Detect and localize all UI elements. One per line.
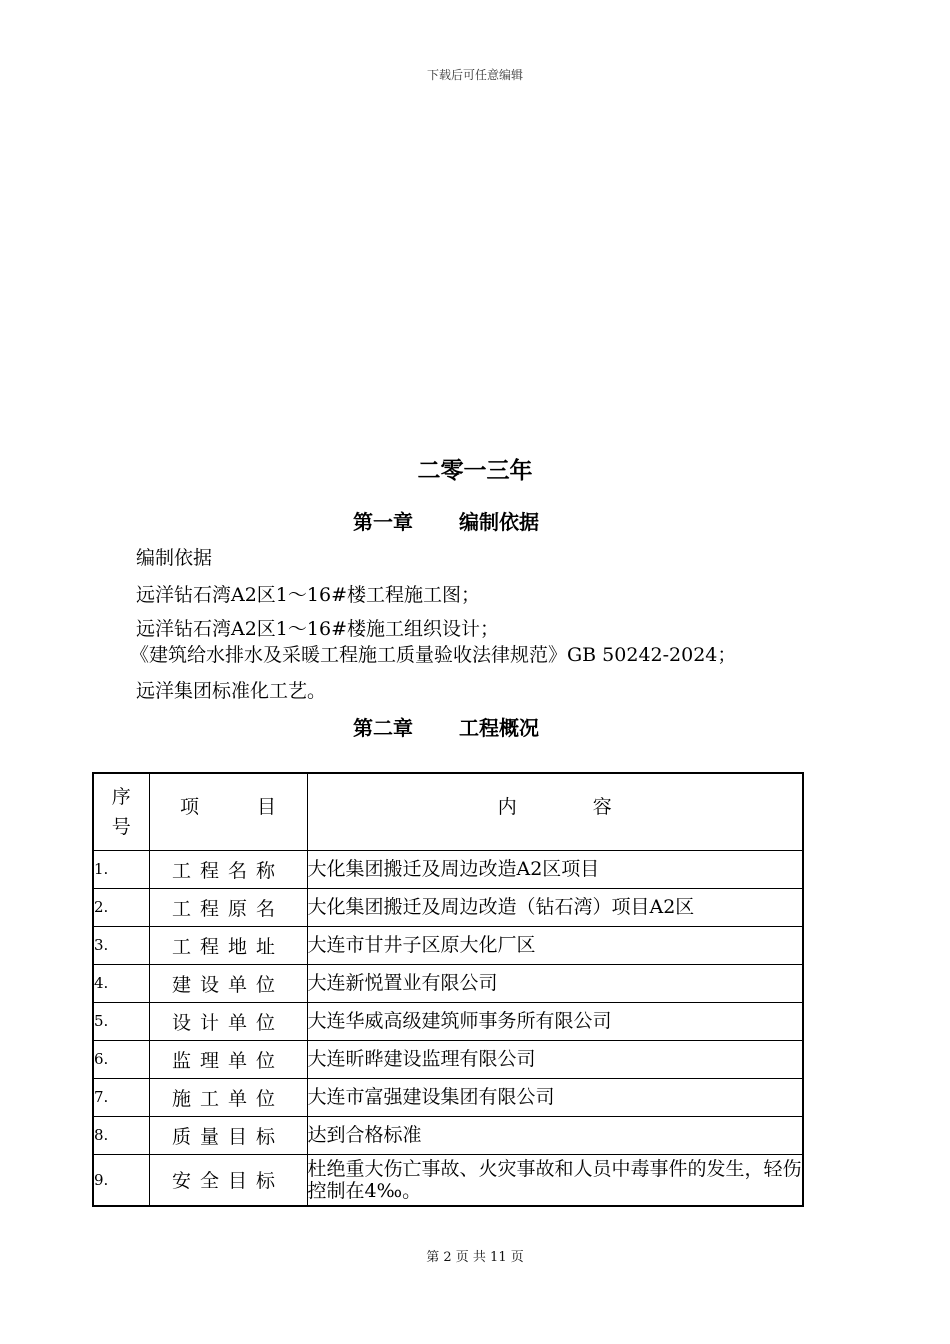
table-row (93, 850, 803, 888)
page-header-note: 下载后可任意编辑 (426, 68, 523, 82)
row-item: 监理单位 (149, 1040, 307, 1078)
row-number: 1. (93, 850, 149, 888)
basis-line: 远洋钻石湾A2区1～16#楼施工组织设计； (136, 618, 499, 640)
chapter-1-number: 第一章 (353, 510, 413, 534)
row-item: 建设单位 (149, 964, 307, 1002)
row-number: 6. (93, 1040, 149, 1078)
table-row (93, 888, 803, 926)
basis-line: 远洋集团标准化工艺。 (136, 680, 327, 702)
basis-line: 远洋钻石湾A2区1～16#楼工程施工图； (136, 584, 480, 606)
row-item: 施工单位 (149, 1078, 307, 1116)
basis-line: 编制依据 (136, 547, 213, 569)
row-number: 9. (93, 1154, 149, 1206)
chapter-1-heading (0, 506, 892, 535)
row-content: 大连市富强建设集团有限公司 (307, 1078, 803, 1116)
chapter-2-heading (0, 712, 892, 741)
row-item: 质量目标 (149, 1116, 307, 1154)
row-number: 2. (93, 888, 149, 926)
row-number: 5. (93, 1002, 149, 1040)
basis-line: 《建筑给水排水及采暖工程施工质量验收法律规范》GB 50242-2024； (130, 644, 737, 666)
table-row (93, 1078, 803, 1116)
row-content: 大连昕晔建设监理有限公司 (307, 1040, 803, 1078)
table-row (93, 1040, 803, 1078)
chapter-2-number: 第二章 (353, 716, 413, 740)
chapter-1-title: 编制依据 (459, 510, 539, 534)
header-content: 内 容 (307, 773, 803, 850)
table-row (93, 1116, 803, 1154)
table-row (93, 1154, 803, 1206)
row-content: 大化集团搬迁及周边改造（钻石湾）项目A2区 (307, 888, 803, 926)
row-content: 达到合格标准 (307, 1116, 803, 1154)
row-item: 安全目标 (149, 1154, 307, 1206)
table-header-row (93, 773, 803, 850)
row-content: 大连新悦置业有限公司 (307, 964, 803, 1002)
row-content: 大化集团搬迁及周边改造A2区项目 (307, 850, 803, 888)
row-item: 工程地址 (149, 926, 307, 964)
row-number: 7. (93, 1078, 149, 1116)
row-number: 4. (93, 964, 149, 1002)
table-row (93, 964, 803, 1002)
row-content: 大连华威高级建筑师事务所有限公司 (307, 1002, 803, 1040)
row-number: 8. (93, 1116, 149, 1154)
row-content: 杜绝重大伤亡事故、火灾事故和人员中毒事件的发生，轻伤控制在4‰。 (307, 1154, 803, 1206)
cover-year-title: 二零一三年 (417, 458, 533, 484)
row-number: 3. (93, 926, 149, 964)
row-item: 设计单位 (149, 1002, 307, 1040)
chapter-2-title: 工程概况 (459, 716, 539, 740)
table-row (93, 926, 803, 964)
table-row (93, 1002, 803, 1040)
header-item: 项 目 (149, 773, 307, 850)
row-item: 工程原名 (149, 888, 307, 926)
row-item: 工程名称 (149, 850, 307, 888)
page-footer: 第 2 页 共 11 页 (426, 1250, 524, 1265)
project-overview-table (92, 772, 804, 1207)
header-no: 序 号 (93, 773, 149, 850)
row-content: 大连市甘井子区原大化厂区 (307, 926, 803, 964)
